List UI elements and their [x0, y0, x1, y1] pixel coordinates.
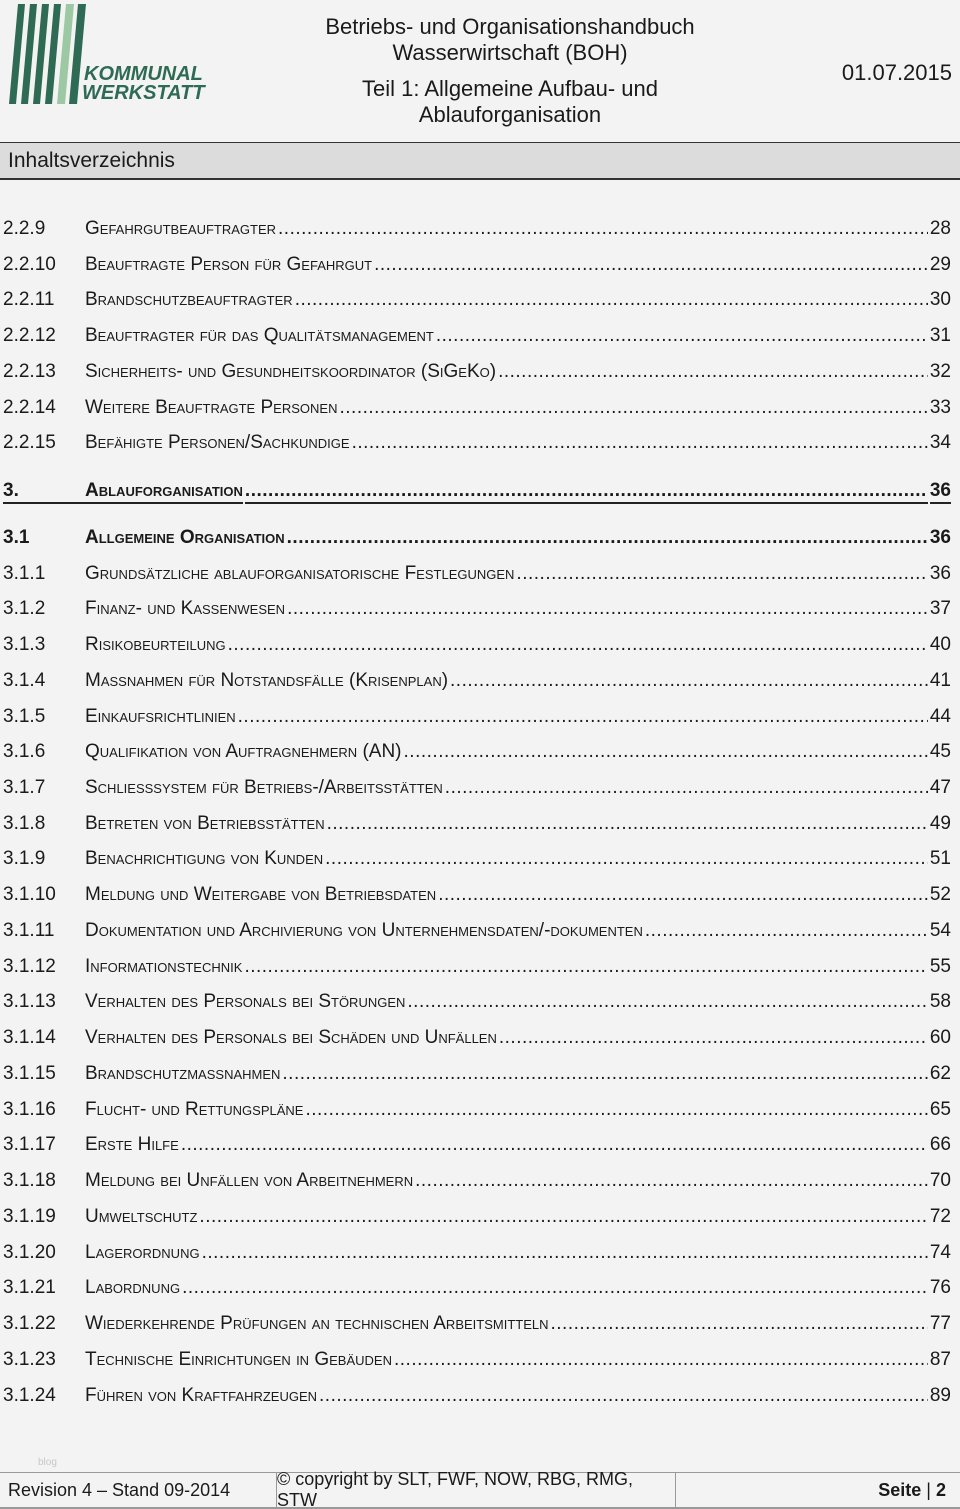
dot-leader	[407, 991, 927, 1013]
toc-title: Technische Einrichtungen in Gebäuden	[85, 1349, 392, 1370]
dot-leader	[374, 254, 928, 276]
toc-page: 76	[929, 1277, 951, 1298]
toc-number: 3.1.2	[3, 598, 46, 619]
dot-leader	[445, 777, 928, 799]
toc-number: 3.1.23	[3, 1349, 56, 1370]
toc-entry[interactable]	[3, 361, 951, 383]
page-number	[676, 1473, 960, 1507]
toc-number: 2.2.9	[3, 218, 46, 239]
toc-page: 36	[930, 480, 951, 504]
toc-page: 31	[929, 325, 951, 346]
toc-page: 60	[929, 1027, 951, 1048]
toc-number: 3.	[3, 480, 85, 504]
toc-title: Verhalten des Personals bei Störungen	[85, 991, 406, 1012]
toc-entry[interactable]	[3, 920, 951, 942]
dot-leader	[181, 1134, 928, 1156]
toc-number: 2.2.14	[3, 397, 56, 418]
toc-title: Flucht- und Rettungspläne	[85, 1099, 304, 1120]
toc-entry[interactable]	[3, 397, 951, 419]
toc-page: 44	[929, 706, 951, 727]
toc-entry[interactable]	[3, 432, 951, 454]
toc-page: 70	[929, 1170, 951, 1191]
toc-entry[interactable]	[3, 289, 951, 311]
toc-number: 3.1.13	[3, 991, 56, 1012]
toc-entry[interactable]	[3, 741, 951, 763]
dot-leader	[199, 1206, 927, 1228]
toc-entry[interactable]	[3, 1170, 951, 1192]
toc-title: Befähigte Personen/Sachkundige	[85, 432, 350, 453]
dot-leader	[228, 634, 928, 656]
toc-number: 3.1.19	[3, 1206, 56, 1227]
toc-entry[interactable]	[3, 563, 951, 585]
toc-number: 3.1.5	[3, 706, 46, 727]
toc-entry[interactable]	[3, 777, 951, 799]
dot-leader	[394, 1349, 928, 1371]
toc-page: 36	[929, 563, 951, 584]
toc-entry[interactable]	[3, 1099, 951, 1121]
toc-entry[interactable]	[3, 598, 951, 620]
dot-leader	[327, 813, 928, 835]
svg-text:WERKSTATT: WERKSTATT	[82, 82, 205, 104]
toc-number: 3.1.1	[3, 563, 46, 584]
dot-leader	[244, 956, 927, 978]
toc-title: Meldung und Weitergabe von Betriebsdaten	[85, 884, 437, 905]
toc-title: Schließsystem für Betriebs-/Arbeitsstätten	[85, 777, 443, 798]
page-label: Seite	[878, 1479, 922, 1500]
toc-entry[interactable]	[3, 991, 951, 1013]
toc-entry[interactable]	[3, 634, 951, 656]
toc-title: Dokumentation und Archivierung von Unternehmensdaten/-dokumenten	[85, 920, 643, 941]
toc-page: 58	[929, 991, 951, 1012]
toc-entry[interactable]	[3, 527, 951, 549]
toc-number: 3.1.3	[3, 634, 46, 655]
dot-leader	[645, 920, 928, 942]
dot-leader	[404, 741, 928, 763]
toc-title: Allgemeine Organisation	[85, 527, 285, 548]
toc-page: 51	[929, 848, 951, 869]
toc-title: Wiederkehrende Prüfungen an technischen Arbeitsmitteln	[85, 1313, 549, 1334]
toc-number: 2.2.13	[3, 361, 56, 382]
toc-entry[interactable]	[3, 480, 951, 504]
toc-number: 3.1.11	[3, 920, 55, 941]
title-line: Wasserwirtschaft (BOH)	[392, 40, 628, 65]
dot-leader	[551, 1313, 928, 1335]
dot-leader	[319, 1385, 928, 1407]
toc-page: 52	[929, 884, 951, 905]
dot-leader	[499, 1027, 928, 1049]
toc-entry[interactable]	[3, 1313, 951, 1335]
toc-title: Risikobeurteilung	[85, 634, 226, 655]
toc-page: 49	[929, 813, 951, 834]
toc-page: 74	[929, 1242, 951, 1263]
toc-page: 29	[929, 254, 951, 275]
svg-text:KOMMUNAL: KOMMUNAL	[84, 63, 203, 85]
dot-leader	[352, 432, 928, 454]
dot-leader	[325, 848, 928, 870]
toc-page: 30	[929, 289, 951, 310]
dot-leader	[238, 706, 928, 728]
toc-number: 3.1.12	[3, 956, 56, 977]
toc-title: Einkaufsrichtlinien	[85, 706, 236, 727]
toc-title: Sicherheits- und Gesundheitskoordinator (SiGeKo)	[85, 361, 497, 382]
toc-title: Betreten von Betriebsstätten	[85, 813, 325, 834]
toc-number: 3.1.17	[3, 1134, 56, 1155]
toc-title: Lagerordnung	[85, 1242, 200, 1263]
dot-leader	[282, 1063, 927, 1085]
toc-title: Brandschutzmaßnahmen	[85, 1063, 281, 1084]
toc-title: Qualifikation von Auftragnehmern (AN)	[85, 741, 402, 762]
toc-number: 3.1.22	[3, 1313, 56, 1334]
toc-title: Maßnahmen für Notstandsfälle (Krisenplan)	[85, 670, 449, 691]
toc-entry[interactable]	[3, 848, 951, 870]
revision-text: Revision 4 – Stand 09-2014	[0, 1473, 277, 1507]
toc-page: 66	[929, 1134, 951, 1155]
toc-entry[interactable]	[3, 1027, 951, 1049]
toc-entry[interactable]	[3, 325, 951, 347]
toc-title: Erste Hilfe	[85, 1134, 179, 1155]
dot-leader	[436, 325, 928, 347]
dot-leader	[305, 1099, 927, 1121]
toc-title: Beauftragte Person für Gefahrgut	[85, 254, 373, 275]
toc-number: 2.2.10	[3, 254, 56, 275]
toc-entry[interactable]	[3, 254, 951, 276]
toc-title: Beauftragter für das Qualitätsmanagement	[85, 325, 434, 346]
toc-entry[interactable]	[3, 813, 951, 835]
toc-number: 3.1.6	[3, 741, 46, 762]
page-header	[0, 0, 960, 144]
toc-entry[interactable]	[3, 956, 951, 978]
toc-title: Umweltschutz	[85, 1206, 198, 1227]
toc-number: 3.1.18	[3, 1170, 56, 1191]
dot-leader	[498, 361, 928, 383]
toc-title: Verhalten des Personals bei Schäden und Unfällen	[85, 1027, 497, 1048]
toc-title: Benachrichtigung von Kunden	[85, 848, 324, 869]
toc-number: 3.1.9	[3, 848, 46, 869]
toc-number: 3.1.20	[3, 1242, 56, 1263]
toc-page: 72	[929, 1206, 951, 1227]
copyright-text: © copyright by SLT, FWF, NOW, RBG, RMG, STW	[277, 1473, 676, 1507]
toc-page: 87	[929, 1349, 951, 1370]
toc-entry[interactable]	[3, 1206, 951, 1228]
toc-page: 54	[929, 920, 951, 941]
section-title: Inhaltsverzeichnis	[8, 149, 175, 172]
dot-leader	[278, 218, 928, 240]
document-date: 01.07.2015	[841, 60, 952, 85]
dot-leader	[287, 598, 928, 620]
toc-page: 77	[929, 1313, 951, 1334]
toc-number: 3.1.10	[3, 884, 56, 905]
page-footer	[0, 1469, 960, 1509]
toc-page: 28	[929, 218, 951, 239]
toc-page: 45	[929, 741, 951, 762]
toc-entry[interactable]	[3, 670, 951, 692]
toc-title: Führen von Kraftfahrzeugen	[85, 1385, 318, 1406]
dot-leader	[415, 1170, 928, 1192]
toc-entry[interactable]	[3, 1134, 951, 1156]
toc-title: Meldung bei Unfällen von Arbeitnehmern	[85, 1170, 414, 1191]
subtitle-line: Ablauforganisation	[418, 102, 602, 127]
toc-number: 3.1.4	[3, 670, 46, 691]
toc-number: 3.1.24	[3, 1385, 56, 1406]
page-separator: |	[921, 1479, 936, 1500]
dot-leader	[245, 480, 928, 504]
toc-page: 37	[929, 598, 951, 619]
toc-page: 89	[929, 1385, 951, 1406]
dot-leader	[182, 1277, 928, 1299]
toc-page: 65	[929, 1099, 951, 1120]
toc-title: Brandschutzbeauftragter	[85, 289, 293, 310]
subtitle-line: Teil 1: Allgemeine Aufbau- und	[362, 76, 658, 101]
toc-title: Ablauforganisation	[85, 480, 243, 504]
toc-entry[interactable]	[3, 1277, 951, 1299]
toc-number: 3.1.15	[3, 1063, 56, 1084]
toc-title: Labordnung	[85, 1277, 181, 1298]
toc-number: 2.2.11	[3, 289, 55, 310]
toc-number: 3.1.8	[3, 813, 46, 834]
toc-page: 41	[929, 670, 951, 691]
toc-entry[interactable]	[3, 1063, 951, 1085]
dot-leader	[516, 563, 927, 585]
toc-page: 47	[929, 777, 951, 798]
toc-page: 34	[929, 432, 951, 453]
toc-number: 3.1.14	[3, 1027, 56, 1048]
dot-leader	[450, 670, 928, 692]
dot-leader	[287, 527, 928, 549]
toc-page: 32	[929, 361, 951, 382]
page-num: 2	[935, 1479, 946, 1500]
toc-page: 36	[929, 527, 951, 548]
watermark: blog	[38, 1457, 57, 1468]
toc-number: 3.1.7	[3, 777, 46, 798]
title-line: Betriebs- und Organisationshandbuch	[325, 14, 695, 39]
toc-entry[interactable]	[3, 1349, 951, 1371]
toc-title: Weitere Beauftragte Personen	[85, 397, 338, 418]
dot-leader	[295, 289, 928, 311]
toc-page: 55	[929, 956, 951, 977]
toc-number: 2.2.15	[3, 432, 56, 453]
toc-title: Grundsätzliche ablauforganisatorische Festlegungen	[85, 563, 515, 584]
toc-page: 40	[929, 634, 951, 655]
dot-leader	[202, 1242, 928, 1264]
toc-number: 2.2.12	[3, 325, 56, 346]
section-header	[0, 143, 960, 180]
toc-title: Finanz- und Kassenwesen	[85, 598, 286, 619]
toc-number: 3.1.16	[3, 1099, 56, 1120]
toc-page: 62	[929, 1063, 951, 1084]
toc-number: 3.1	[3, 527, 30, 548]
toc-entry[interactable]	[3, 884, 951, 906]
dot-leader	[339, 397, 927, 419]
toc-number: 3.1.21	[3, 1277, 56, 1298]
toc-entry[interactable]	[3, 218, 951, 240]
kommunal-werkstatt-logo	[8, 4, 228, 104]
toc-title: Informationstechnik	[85, 956, 243, 977]
document-title	[290, 14, 730, 128]
dot-leader	[438, 884, 928, 906]
toc-entry[interactable]	[3, 1242, 951, 1264]
toc-entry[interactable]	[3, 706, 951, 728]
toc-entry[interactable]	[3, 1385, 951, 1407]
toc-page: 33	[929, 397, 951, 418]
toc-title: Gefahrgutbeauftragter	[85, 218, 277, 239]
